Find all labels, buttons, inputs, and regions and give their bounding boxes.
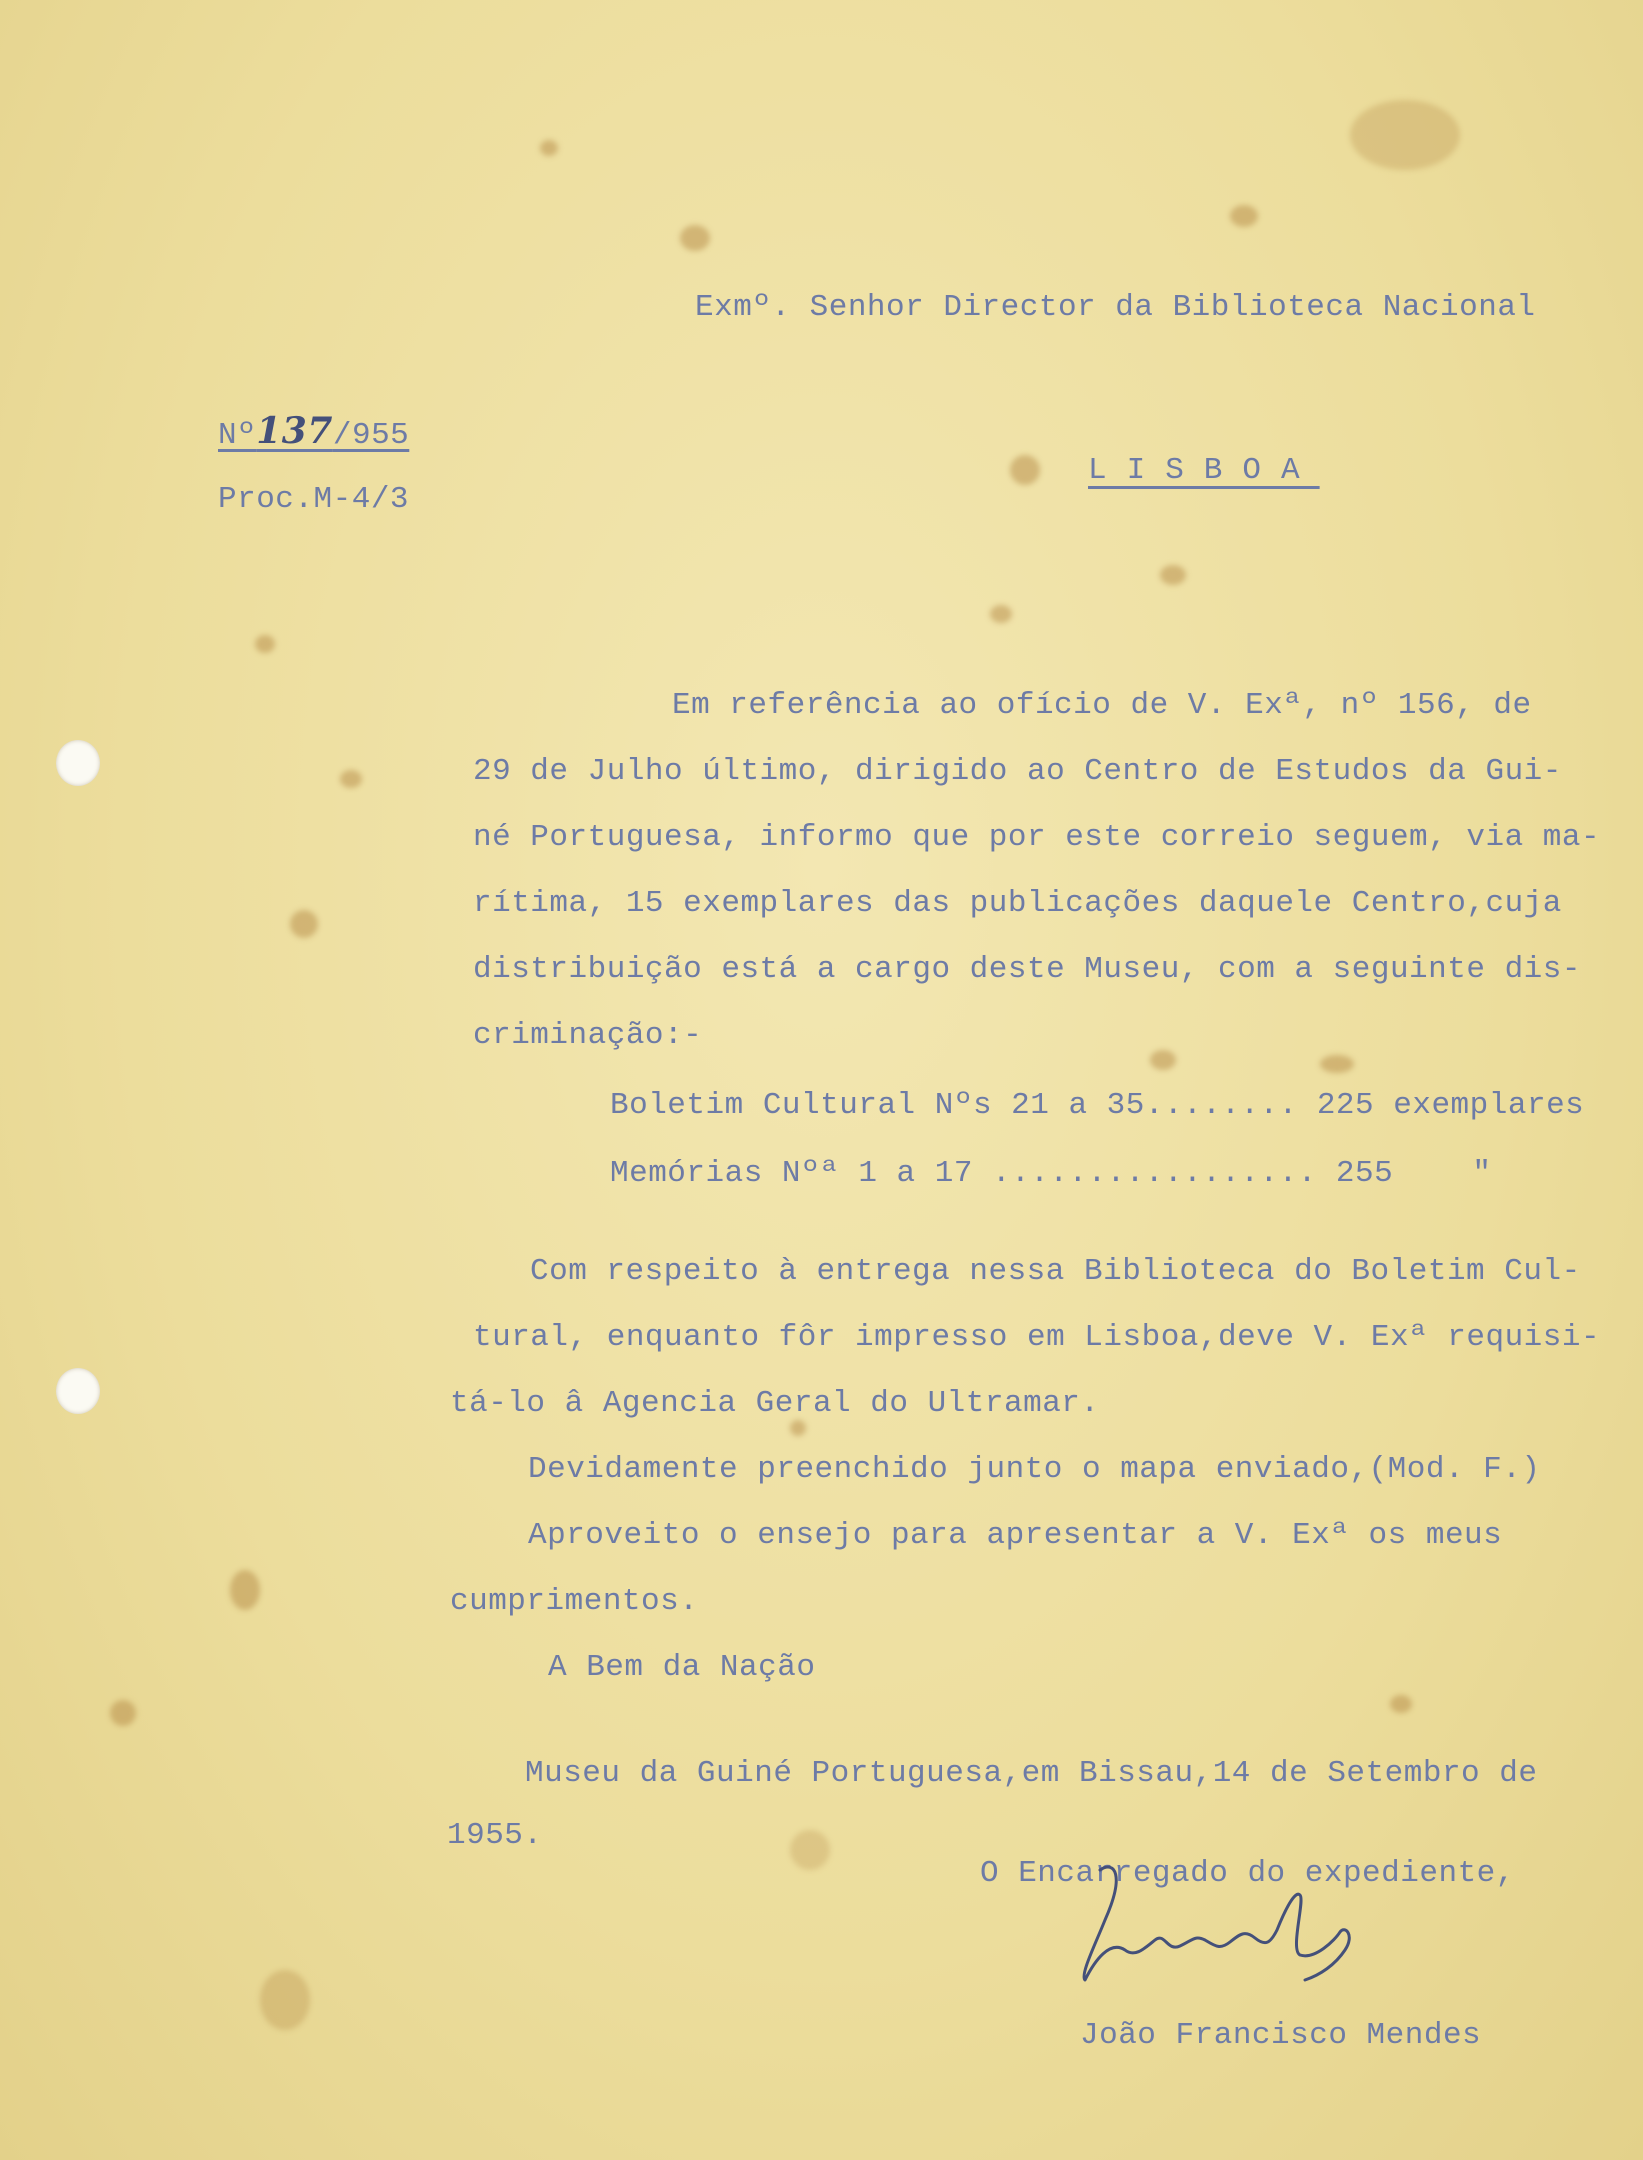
list-item-label: Memórias Nºª 1 a 17 ................. bbox=[610, 1156, 1317, 1191]
signatory-title: O Encarregado do expediente, bbox=[980, 1856, 1515, 1891]
stain bbox=[540, 140, 558, 156]
stain bbox=[680, 225, 710, 251]
signatory-name: João Francisco Mendes bbox=[1080, 2018, 1482, 2053]
list-item-unit: " bbox=[1472, 1156, 1492, 1191]
stain bbox=[1230, 205, 1258, 227]
stain bbox=[1320, 1055, 1354, 1073]
list-item-unit: exemplares bbox=[1393, 1088, 1585, 1123]
list-item-qty: 225 bbox=[1316, 1088, 1375, 1123]
stain bbox=[790, 1420, 806, 1436]
ref-number-handwritten: 137 bbox=[256, 410, 333, 452]
paragraph1-line: distribuição está a cargo deste Museu, com a seguinte dis- bbox=[473, 952, 1581, 987]
stain bbox=[1010, 455, 1040, 485]
paragraph1-line: 29 de Julho último, dirigido ao Centro de Estudos da Gui- bbox=[473, 754, 1562, 789]
paragraph2-line: tá-lo â Agencia Geral do Ultramar. bbox=[450, 1386, 1100, 1421]
list-item-qty: 255 bbox=[1335, 1156, 1394, 1191]
reference-number bbox=[218, 410, 409, 453]
ref-prefix: Nº bbox=[218, 418, 257, 453]
paragraph1-line: criminação:- bbox=[473, 1018, 703, 1053]
process-reference: Proc.M-4/3 bbox=[218, 482, 410, 517]
punch-hole bbox=[56, 1368, 100, 1414]
paragraph4-line: Aproveito o ensejo para apresentar a V. Exª os meus bbox=[528, 1518, 1503, 1553]
paragraph1-line: rítima, 15 exemplares das publicações daquele Centro,cuja bbox=[473, 886, 1562, 921]
place-date-line: 1955. bbox=[447, 1818, 543, 1853]
list-item bbox=[610, 1156, 1491, 1191]
list-item-label: Boletim Cultural Nºs 21 a 35........ bbox=[610, 1088, 1298, 1123]
addressee: Exmº. Senhor Director da Biblioteca Nacional bbox=[695, 290, 1536, 325]
place-date-line: Museu da Guiné Portuguesa,em Bissau,14 de Setembro de bbox=[525, 1756, 1538, 1791]
ref-year: /955 bbox=[332, 418, 410, 453]
city: LISBOA bbox=[1088, 453, 1320, 488]
stain bbox=[290, 910, 318, 938]
stain bbox=[110, 1700, 136, 1726]
stain bbox=[1350, 100, 1460, 170]
stain bbox=[1390, 1695, 1412, 1713]
stain bbox=[1150, 1050, 1176, 1070]
paragraph2-line: Com respeito à entrega nessa Biblioteca do Boletim Cul- bbox=[530, 1254, 1581, 1289]
stain bbox=[1160, 565, 1186, 585]
stain bbox=[790, 1830, 830, 1870]
paragraph1-line: Em referência ao ofício de V. Exª, nº 156, de bbox=[672, 688, 1532, 723]
punch-hole bbox=[56, 740, 100, 786]
list-item bbox=[610, 1088, 1584, 1123]
paragraph1-line: né Portuguesa, informo que por este correio seguem, via ma- bbox=[473, 820, 1601, 855]
stain bbox=[255, 635, 275, 653]
paragraph3: Devidamente preenchido junto o mapa enviado,(Mod. F.) bbox=[528, 1452, 1541, 1487]
stain bbox=[340, 770, 362, 788]
stain bbox=[990, 605, 1012, 623]
stain bbox=[260, 1970, 310, 2030]
motto: A Bem da Nação bbox=[548, 1650, 816, 1685]
paragraph4-line: cumprimentos. bbox=[450, 1584, 699, 1619]
stain bbox=[230, 1570, 260, 1610]
paragraph2-line: tural, enquanto fôr impresso em Lisboa,deve V. Exª requisi- bbox=[473, 1320, 1601, 1355]
handwritten-signature bbox=[1055, 1840, 1405, 2000]
